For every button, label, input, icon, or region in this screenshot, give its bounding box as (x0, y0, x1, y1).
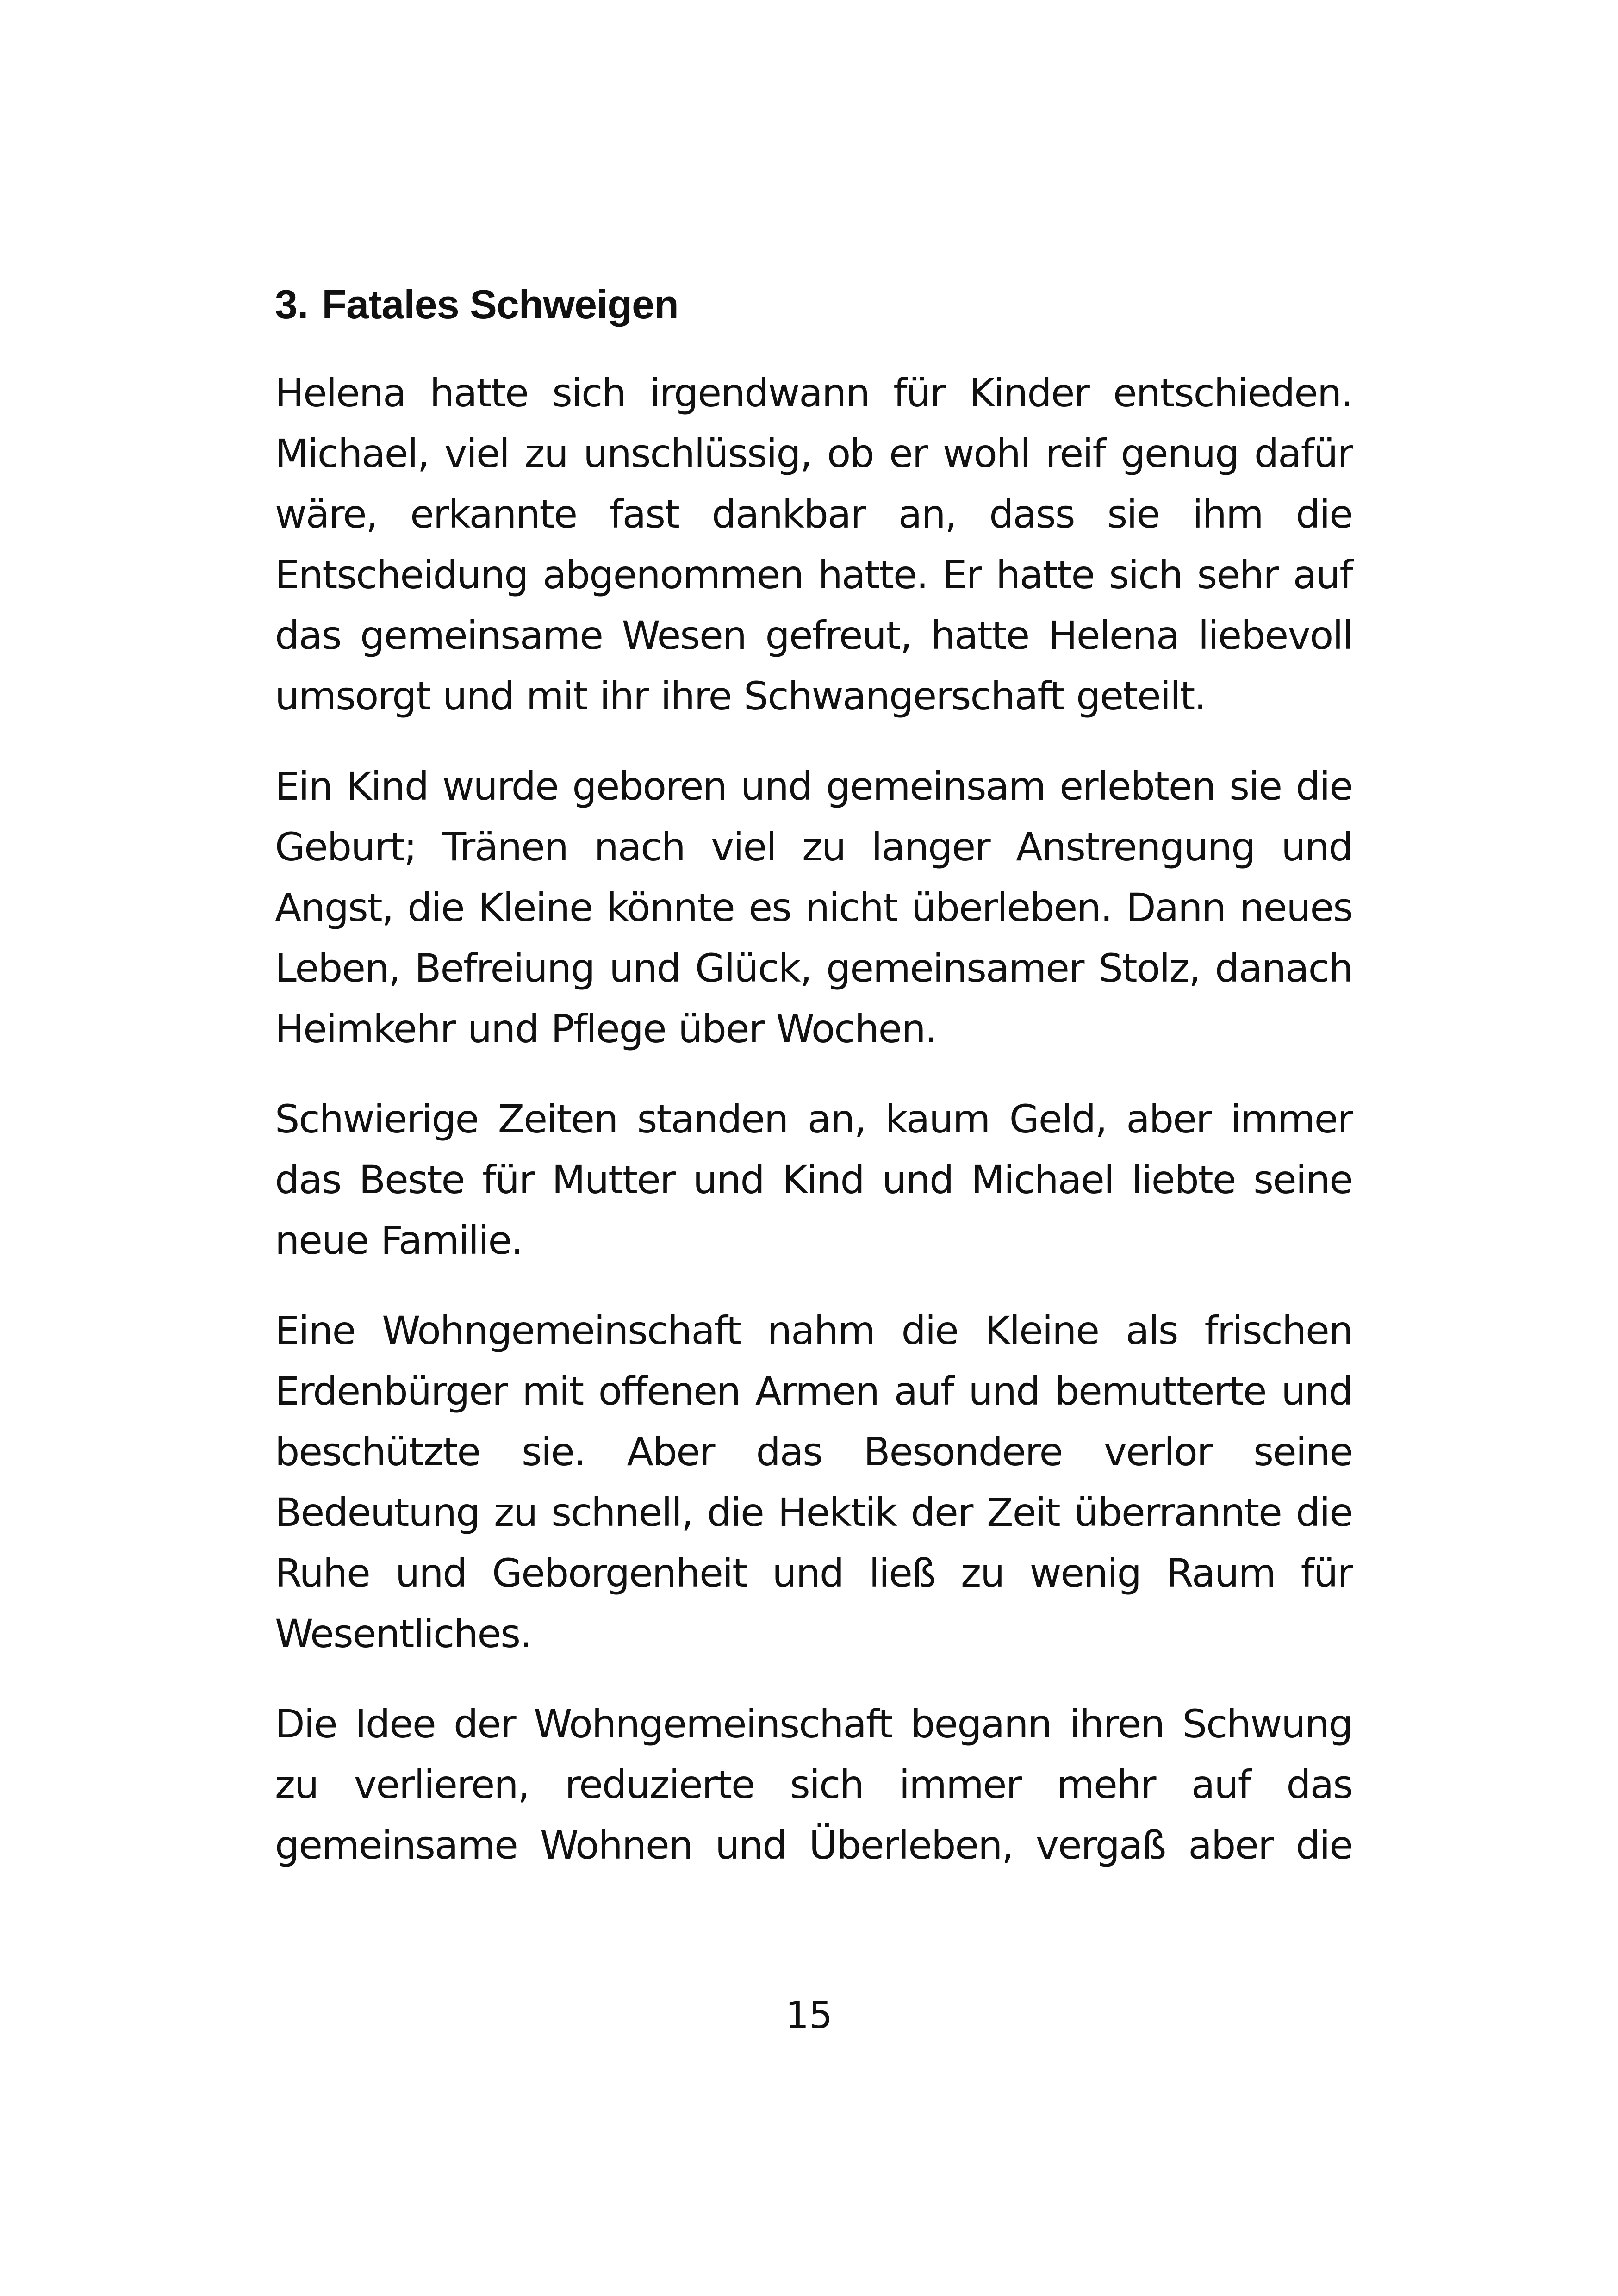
page-number: 15 (785, 1994, 833, 2037)
paragraph: Helena hatte sich irgendwann für Kinder entschieden. Michael, viel zu unschlüssig, ob er wohl reif genug dafür wäre, erkannte fast dankbar an, dass sie ihm die Entscheidung abgenommen hatte. Er hatte sich sehr auf das gemeinsame Wesen gefreut, hatte Helena liebevoll umsorgt und mit ihr ihre Schwangerschaft geteilt. (275, 370, 1352, 719)
chapter-title: Fatales Schweigen (322, 281, 678, 327)
paragraph: Schwierige Zeiten standen an, kaum Geld, aber immer das Beste für Mutter und Kind und Michael liebte seine neue Familie. (275, 1096, 1352, 1263)
paragraph: Die Idee der Wohngemeinschaft begann ihren Schwung zu verlieren, reduzierte sich immer mehr auf das gemeinsame Wohnen und Überleben, vergaß aber die (275, 1701, 1352, 1868)
chapter-heading (275, 275, 1352, 333)
page-content (275, 275, 1352, 1876)
paragraph: Eine Wohngemeinschaft nahm die Kleine als frischen Erdenbürger mit offenen Armen auf und bemutterte und beschützte sie. Aber das Besondere verlor seine Bedeutung zu schnell, die Hektik der Zeit überrannte die Ruhe und Geborgenheit und ließ zu wenig Raum für Wesentliches. (275, 1308, 1352, 1656)
paragraph: Ein Kind wurde geboren und gemeinsam erlebten sie die Geburt; Tränen nach viel zu langer Anstrengung und Angst, die Kleine könnte es nicht überleben. Dann neues Leben, Befreiung und Glück, gemeinsamer Stolz, danach Heimkehr und Pflege über Wochen. (275, 764, 1352, 1052)
chapter-number: 3. (275, 281, 308, 327)
